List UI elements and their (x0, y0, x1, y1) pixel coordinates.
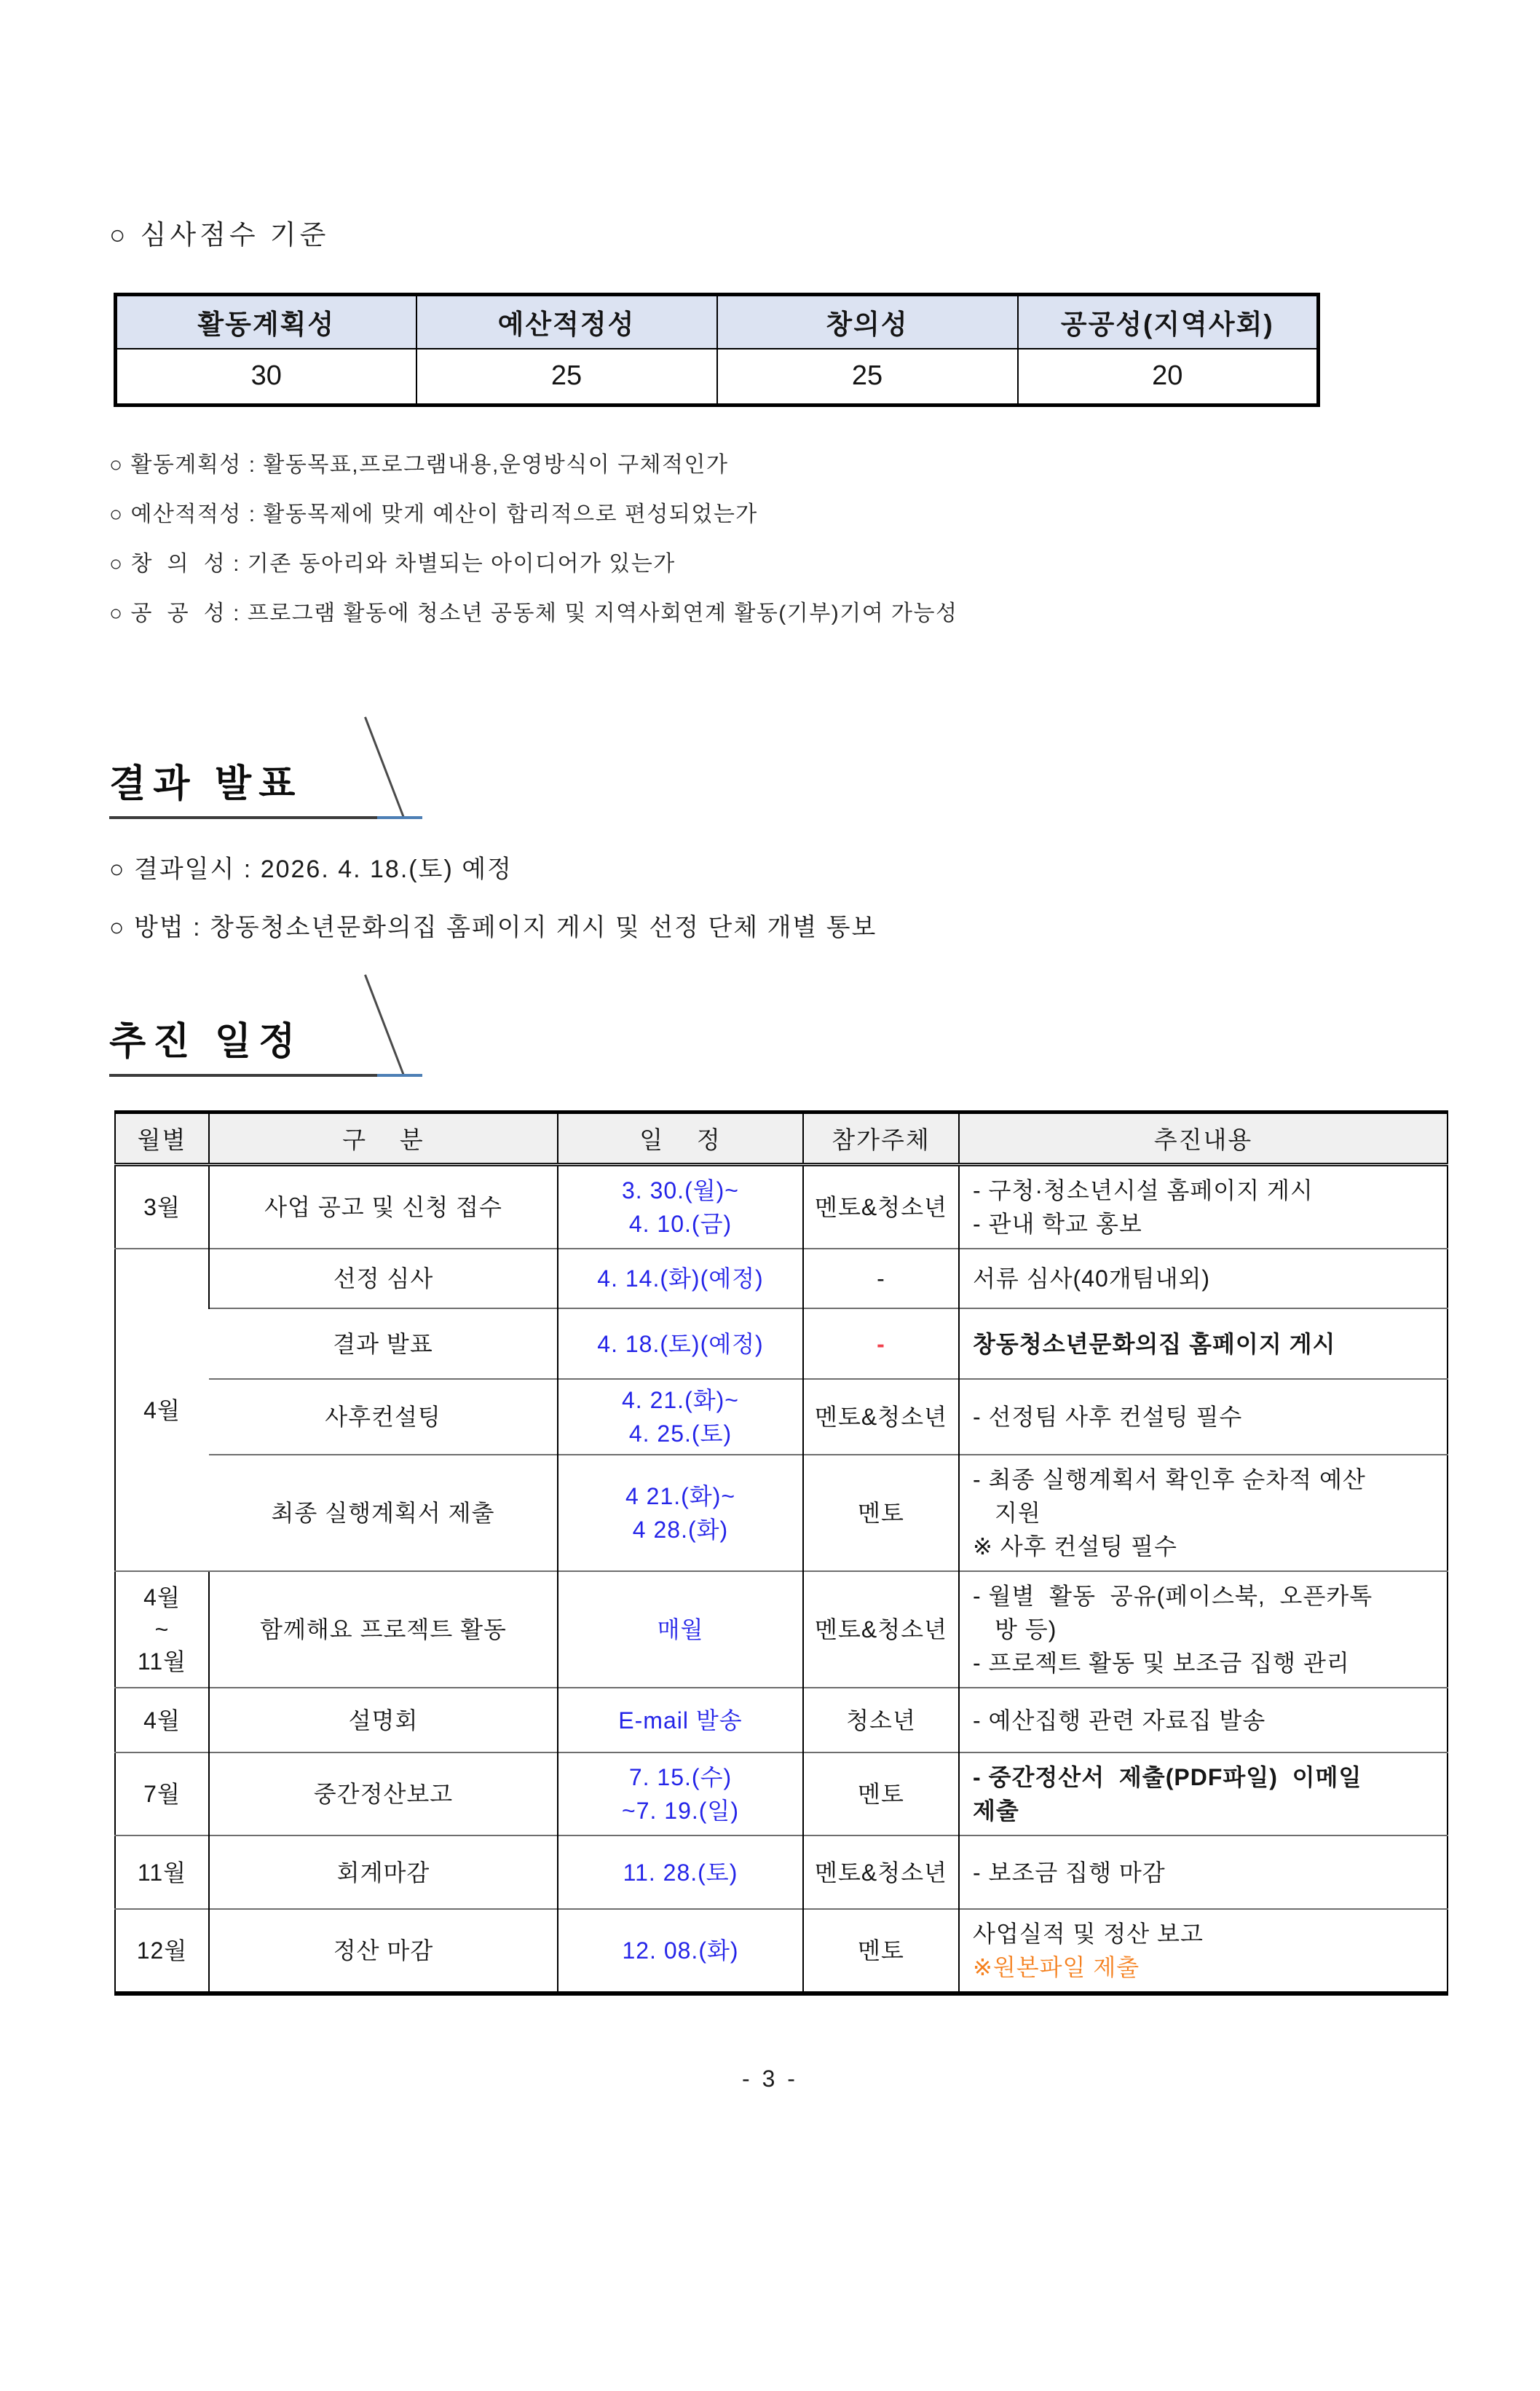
schedule-category-cell: 사후컨설팅 (209, 1379, 558, 1455)
schedule-details-cell (959, 1909, 1448, 1993)
score-value-public: 20 (1018, 349, 1319, 406)
schedule-detail-line: 창동청소년문화의집 홈페이지 게시 (973, 1330, 1336, 1357)
schedule-category-cell: 함께해요 프로젝트 활동 (209, 1571, 558, 1688)
schedule-date-cell: 11. 28.(토) (558, 1835, 803, 1909)
schedule-date-cell: 7. 15.(수) ~7. 19.(일) (558, 1752, 803, 1835)
schedule-detail-line: 서류 심사(40개팀내외) (973, 1265, 1211, 1292)
heading-blue-underline-tip (377, 1074, 422, 1077)
schedule-detail-line: - 프로젝트 활동 및 보조금 집행 관리 (973, 1650, 1350, 1676)
schedule-row (115, 1249, 1448, 1308)
result-date-item: ○ 결과일시 : 2026. 4. 18.(토) 예정 (109, 855, 513, 883)
score-table-header-row (116, 295, 1319, 349)
schedule-detail-line: 방 등) (995, 1616, 1057, 1643)
schedule-participant-cell: 멘토&청소년 (803, 1571, 959, 1688)
schedule-month-cell: 11월 (115, 1835, 209, 1909)
score-header-creativity: 창의성 (717, 295, 1018, 349)
schedule-category-cell: 정산 마감 (209, 1909, 558, 1993)
schedule-row (115, 1455, 1448, 1571)
schedule-month-cell: 7월 (115, 1752, 209, 1835)
schedule-header-participant: 참가주체 (803, 1112, 959, 1165)
schedule-category-cell: 사업 공고 및 신청 접수 (209, 1165, 558, 1249)
page-number: - 3 - (742, 2066, 798, 2092)
schedule-month-cell: 3월 (143, 1194, 181, 1220)
schedule-details-cell (959, 1571, 1448, 1688)
schedule-table-body (115, 1165, 1448, 1994)
schedule-category-cell: 최종 실행계획서 제출 (209, 1455, 558, 1571)
results-list (109, 853, 1540, 944)
schedule-detail-line: - 선정팀 사후 컨설팅 필수 (973, 1404, 1243, 1430)
schedule-detail-line: ※ 사후 컨설팅 필수 (973, 1533, 1177, 1560)
schedule-month-cell: 4월 ~ 11월 (115, 1571, 209, 1688)
schedule-row (115, 1379, 1448, 1455)
schedule-row (115, 1688, 1448, 1752)
score-header-budget: 예산적정성 (416, 295, 717, 349)
score-value-budget: 25 (416, 349, 717, 406)
score-table-value-row (116, 349, 1319, 406)
schedule-row (115, 1835, 1448, 1909)
schedule-participant-cell: 멘토 (803, 1455, 959, 1571)
schedule-detail-line: 지원 (995, 1500, 1041, 1526)
criteria-note-public: ○ 공 공 성 : 프로그램 활동에 청소년 공동체 및 지역사회연계 활동(기부)기여 가능성 (109, 601, 958, 625)
schedule-date-cell: E-mail 발송 (558, 1688, 803, 1752)
schedule-header-details: 추진내용 (959, 1112, 1448, 1165)
schedule-date-cell: 4. 18.(토)(예정) (558, 1308, 803, 1379)
schedule-detail-line: ※원본파일 제출 (973, 1954, 1140, 1980)
schedule-category-cell: 선정 심사 (209, 1249, 558, 1308)
criteria-notes-list (109, 449, 1540, 630)
schedule-category-cell: 중간정산보고 (209, 1752, 558, 1835)
schedule-header-date: 일 정 (558, 1112, 803, 1165)
schedule-detail-line: 제출 (973, 1798, 1019, 1824)
schedule-header-row (115, 1112, 1448, 1165)
schedule-detail-line: - 보조금 집행 마감 (973, 1859, 1166, 1886)
schedule-details-cell (959, 1165, 1448, 1249)
schedule-details-cell (959, 1688, 1448, 1752)
schedule-section-heading (109, 1020, 422, 1077)
score-header-plan: 활동계획성 (116, 295, 416, 349)
schedule-category-cell: 설명회 (209, 1688, 558, 1752)
results-section-heading (109, 762, 422, 819)
schedule-participant-cell: - (803, 1308, 959, 1379)
schedule-participant-cell: 멘토 (803, 1909, 959, 1993)
schedule-detail-line: - 월별 활동 공유(페이스북, 오픈카톡 (973, 1583, 1373, 1609)
score-header-public: 공공성(지역사회) (1018, 295, 1319, 349)
schedule-participant-cell: 청소년 (803, 1688, 959, 1752)
schedule-detail-line: - 최종 실행계획서 확인후 순차적 예산 (973, 1466, 1366, 1493)
schedule-participant-cell: - (803, 1249, 959, 1308)
schedule-table (114, 1110, 1448, 1996)
schedule-details-cell (959, 1752, 1448, 1835)
schedule-month-cell: 4월 (115, 1688, 209, 1752)
schedule-detail-line: - 관내 학교 홍보 (973, 1211, 1142, 1237)
schedule-details-cell (959, 1249, 1448, 1308)
schedule-detail-line: - 예산집행 관련 자료집 발송 (973, 1707, 1266, 1734)
schedule-row (115, 1909, 1448, 1993)
schedule-row (115, 1571, 1448, 1688)
schedule-date-cell: 4. 21.(화)~ 4. 25.(토) (558, 1379, 803, 1455)
criteria-note-plan: ○ 활동계획성 : 활동목표,프로그램내용,운영방식이 구체적인가 (109, 453, 729, 477)
schedule-row (115, 1308, 1448, 1379)
schedule-month-cell: 4월 (115, 1249, 209, 1571)
schedule-participant-cell: 멘토 (803, 1752, 959, 1835)
schedule-detail-line: - 구청·청소년시설 홈페이지 게시 (973, 1177, 1314, 1204)
criteria-note-budget: ○ 예산적적성 : 활동목제에 맞게 예산이 합리적으로 편성되었는가 (109, 502, 758, 526)
document-page (0, 213, 1540, 2391)
schedule-details-cell (959, 1835, 1448, 1909)
schedule-detail-line: 사업실적 및 정산 보고 (973, 1921, 1204, 1947)
schedule-category-cell: 결과 발표 (209, 1308, 558, 1379)
heading-blue-underline-tip (377, 816, 422, 819)
schedule-details-cell (959, 1455, 1448, 1571)
criteria-heading: ○ 심사점수 기준 (109, 220, 330, 250)
schedule-date-cell: 매월 (558, 1571, 803, 1688)
schedule-date-cell: 4. 14.(화)(예정) (558, 1249, 803, 1308)
schedule-participant-cell: 멘토&청소년 (803, 1165, 959, 1249)
result-method-item: ○ 방법 : 창동청소년문화의집 홈페이지 게시 및 선정 단체 개별 통보 (109, 914, 877, 941)
schedule-row (115, 1752, 1448, 1835)
score-table (114, 293, 1320, 407)
criteria-note-creativity: ○ 창 의 성 : 기존 동아리와 차별되는 아이디어가 있는가 (109, 552, 676, 576)
schedule-date-cell: 12. 08.(화) (558, 1909, 803, 1993)
results-heading-title: 결과 발표 (109, 763, 303, 805)
schedule-header-month: 월별 (115, 1112, 209, 1165)
schedule-row (115, 1165, 1448, 1249)
schedule-heading-title: 추진 일정 (109, 1021, 303, 1063)
score-value-plan: 30 (116, 349, 416, 406)
schedule-date-cell: 3. 30.(월)~ 4. 10.(금) (558, 1165, 803, 1249)
schedule-month-cell: 12월 (115, 1909, 209, 1993)
schedule-header-category: 구 분 (209, 1112, 558, 1165)
schedule-participant-cell: 멘토&청소년 (803, 1379, 959, 1455)
schedule-details-cell (959, 1379, 1448, 1455)
schedule-participant-cell: 멘토&청소년 (803, 1835, 959, 1909)
schedule-date-cell: 4 21.(화)~ 4 28.(화) (558, 1455, 803, 1571)
schedule-detail-line: - 중간정산서 제출(PDF파일) 이메일 (973, 1764, 1362, 1790)
score-value-creativity: 25 (717, 349, 1018, 406)
schedule-category-cell: 회계마감 (209, 1835, 558, 1909)
schedule-details-cell (959, 1308, 1448, 1379)
